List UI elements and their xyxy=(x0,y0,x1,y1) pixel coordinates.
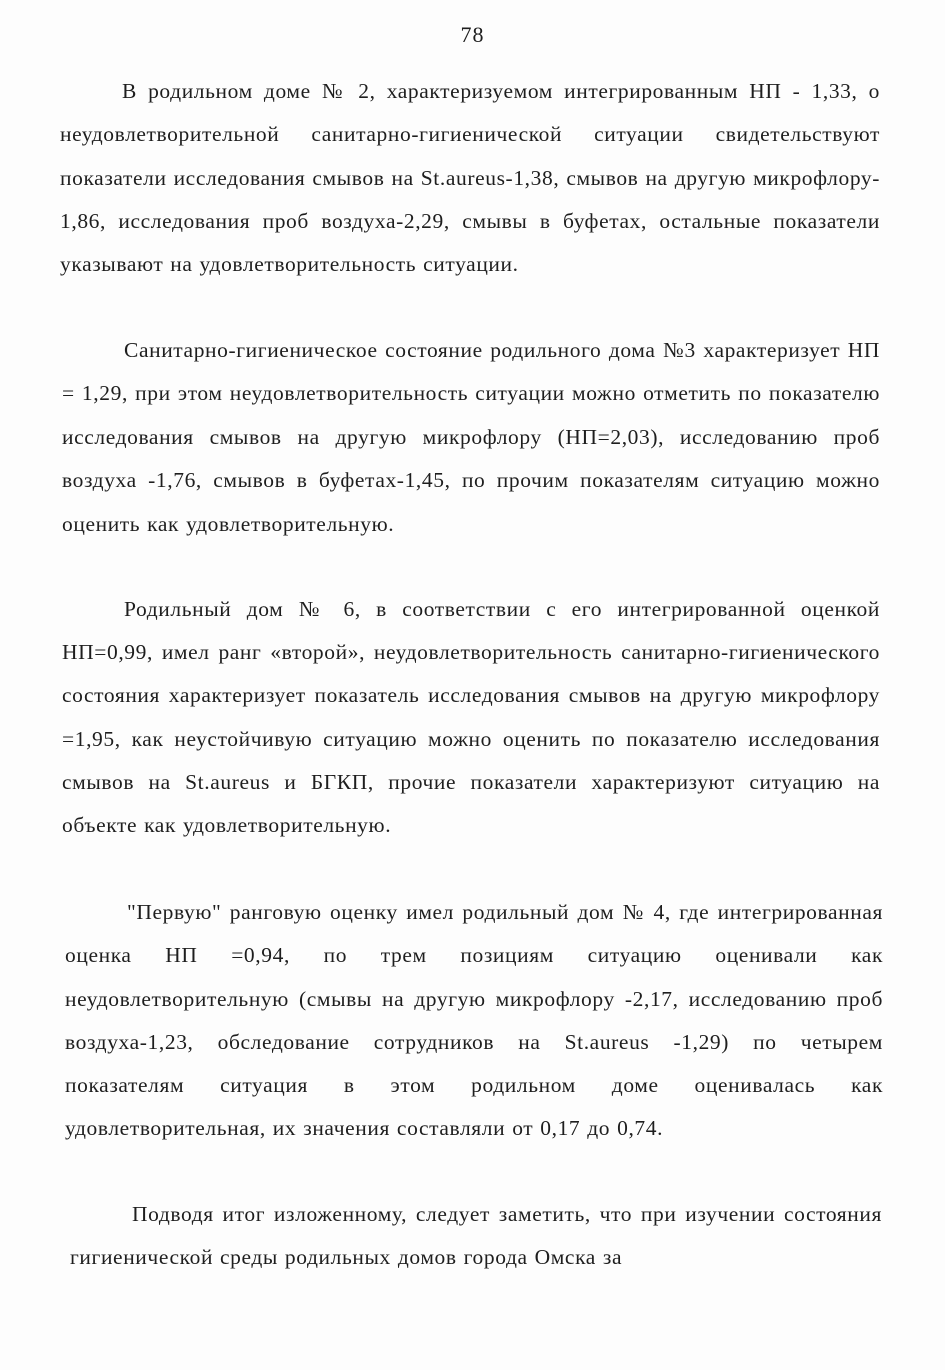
paragraph-maternity-home-2: В родильном доме № 2, характеризуемом интегрированным НП - 1,33, о неудовлетворительной санитарно-гигиенической ситуации свидетельствуют показатели исследования смывов на St.aureus-1,38, смывов на другую микрофлору- 1,86, исследования проб воздуха-2,29, смывы в буфетах, остальные показатели указывают на удовлетворительность ситуации. xyxy=(60,79,880,277)
paragraph-maternity-home-4: "Первую" ранговую оценку имел родильный дом № 4, где интегрированная оценка НП =0,94, по трем позициям ситуацию оценивали как неудовлетворительную (смывы на другую микрофлору -2,17, исследованию проб воздуха-1,23, обследование сотрудников на St.aureus -1,29) по четырем показателям ситуация в этом родильном доме оценивалась как удовлетворительная, их значения составляли от 0,17 до 0,74. xyxy=(65,900,883,1141)
page-number: 78 xyxy=(460,22,485,47)
paragraph-maternity-home-3: Санитарно-гигиеническое состояние родильного дома №3 характеризует НП = 1,29, при этом неудовлетворительность ситуации можно отметить по показателю исследования смывов на другую микрофлору (НП=2,03), исследованию проб воздуха -1,76, смывов в буфетах-1,45, по прочим показателям ситуацию можно оценить как удовлетворительную. xyxy=(62,338,880,536)
paragraph-maternity-home-6: Родильный дом № 6, в соответствии с его интегрированной оценкой НП=0,99, имел ранг «второй», неудовлетворительность санитарно-гигиенического состояния характеризует показатель исследования смывов на другую микрофлору =1,95, как неустойчивую ситуацию можно оценить по показателю исследования смывов на St.aureus и БГКП, прочие показатели характеризуют ситуацию на объекте как удовлетворительную. xyxy=(62,597,880,838)
paragraph-summary: Подводя итог изложенному, следует заметить, что при изучении состояния гигиенической среды родильных домов города Омска за xyxy=(70,1202,882,1269)
